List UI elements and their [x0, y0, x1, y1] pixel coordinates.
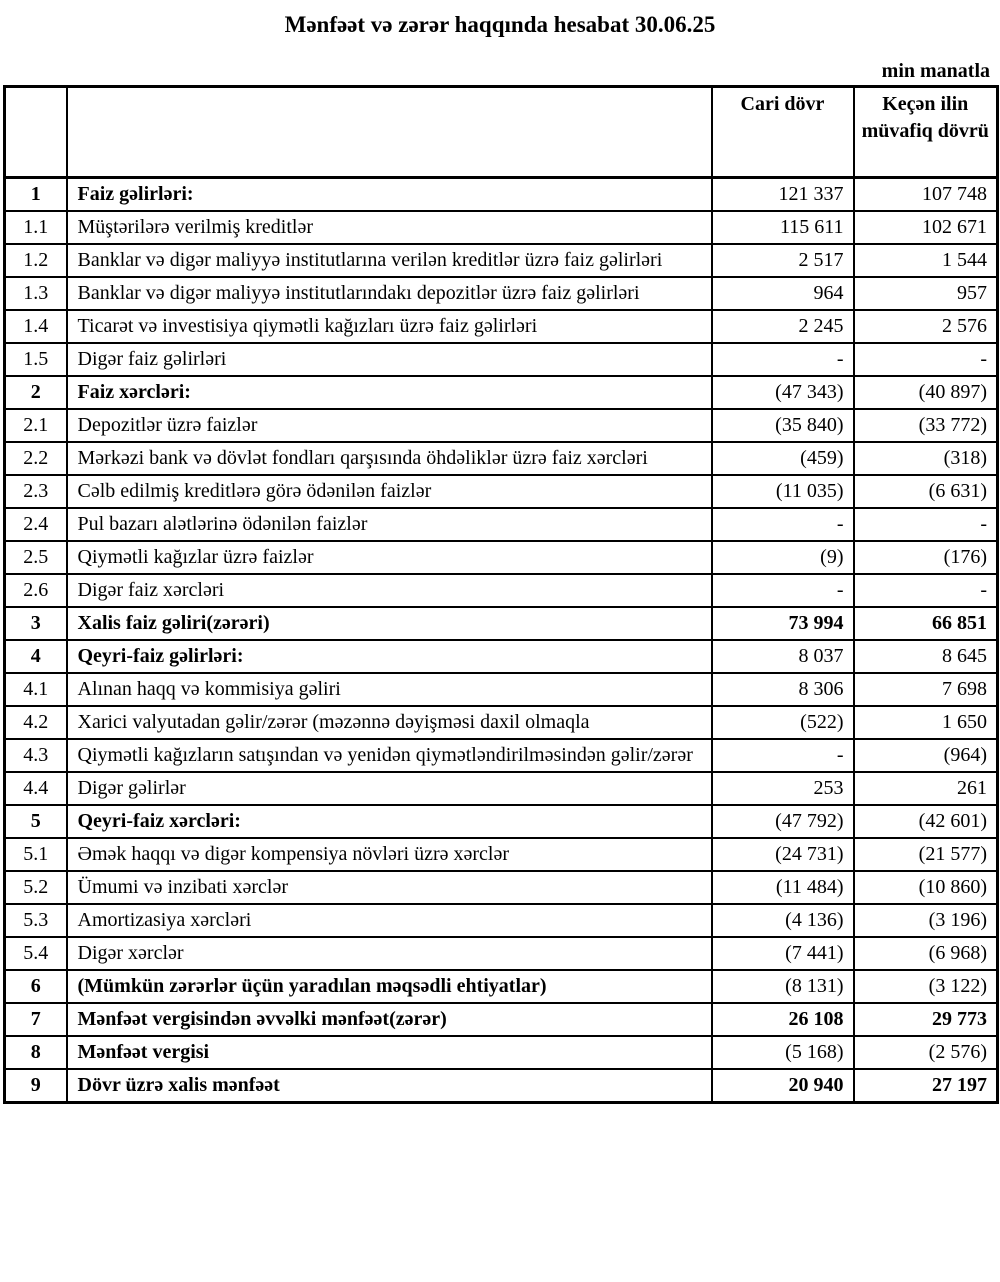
row-number-cell: 8	[5, 1036, 67, 1069]
current-value-cell: -	[712, 739, 854, 772]
current-value-cell: (7 441)	[712, 937, 854, 970]
current-value-cell: (8 131)	[712, 970, 854, 1003]
table-row	[5, 244, 998, 277]
row-number-cell: 1.2	[5, 244, 67, 277]
table-row	[5, 1036, 998, 1069]
table-header-row	[5, 87, 998, 178]
table-row	[5, 343, 998, 376]
row-label-cell: Qeyri-faiz xərcləri:	[67, 805, 712, 838]
row-label-cell: Xarici valyutadan gəlir/zərər (məzənnə dəyişməsi daxil olmaqla	[67, 706, 712, 739]
current-value-cell: 8 037	[712, 640, 854, 673]
table-row	[5, 442, 998, 475]
table-row	[5, 838, 998, 871]
previous-value-cell: -	[854, 574, 998, 607]
previous-value-cell: 27 197	[854, 1069, 998, 1103]
previous-value-cell: (3 122)	[854, 970, 998, 1003]
current-value-cell: (5 168)	[712, 1036, 854, 1069]
row-label-cell: Digər faiz gəlirləri	[67, 343, 712, 376]
table-row	[5, 970, 998, 1003]
row-number-cell: 2.1	[5, 409, 67, 442]
current-value-cell: (4 136)	[712, 904, 854, 937]
previous-value-cell: (10 860)	[854, 871, 998, 904]
previous-value-cell: (42 601)	[854, 805, 998, 838]
table-row	[5, 805, 998, 838]
row-label-cell: Ticarət və investisiya qiymətli kağızları üzrə faiz gəlirləri	[67, 310, 712, 343]
row-label-cell: Digər gəlirlər	[67, 772, 712, 805]
current-value-cell: (35 840)	[712, 409, 854, 442]
previous-value-cell: (21 577)	[854, 838, 998, 871]
table-row	[5, 706, 998, 739]
row-number-cell: 1.1	[5, 211, 67, 244]
previous-value-cell: 1 544	[854, 244, 998, 277]
row-number-cell: 6	[5, 970, 67, 1003]
row-label-cell: Qiymətli kağızlar üzrə faizlər	[67, 541, 712, 574]
row-number-cell: 9	[5, 1069, 67, 1103]
current-value-cell: (47 343)	[712, 376, 854, 409]
report-table-body	[5, 178, 998, 1103]
previous-value-cell: (964)	[854, 739, 998, 772]
previous-value-cell: (176)	[854, 541, 998, 574]
previous-value-cell: 29 773	[854, 1003, 998, 1036]
previous-value-cell: (2 576)	[854, 1036, 998, 1069]
report-table	[3, 85, 999, 1104]
table-row	[5, 937, 998, 970]
table-row	[5, 1069, 998, 1103]
page-title: Mənfəət və zərər haqqında hesabat 30.06.25	[284, 12, 716, 37]
previous-value-cell: -	[854, 343, 998, 376]
row-number-cell: 1	[5, 178, 67, 212]
row-label-cell: Mərkəzi bank və dövlət fondları qarşısında öhdəliklər üzrə faiz xərcləri	[67, 442, 712, 475]
table-row	[5, 475, 998, 508]
row-number-cell: 2.3	[5, 475, 67, 508]
row-label-cell: Mənfəət vergisi	[67, 1036, 712, 1069]
current-value-cell: -	[712, 343, 854, 376]
row-label-cell: (Mümkün zərərlər üçün yaradılan məqsədli ehtiyatlar)	[67, 970, 712, 1003]
row-number-cell: 4.4	[5, 772, 67, 805]
row-label-cell: Banklar və digər maliyyə institutlarına verilən kreditlər üzrə faiz gəlirləri	[67, 244, 712, 277]
current-value-cell: (522)	[712, 706, 854, 739]
row-label-cell: Müştərilərə verilmiş kreditlər	[67, 211, 712, 244]
previous-value-cell: (40 897)	[854, 376, 998, 409]
previous-value-cell: 261	[854, 772, 998, 805]
current-value-cell: (9)	[712, 541, 854, 574]
current-value-cell: (11 484)	[712, 871, 854, 904]
row-number-cell: 5	[5, 805, 67, 838]
current-value-cell: 2 245	[712, 310, 854, 343]
current-value-cell: (47 792)	[712, 805, 854, 838]
row-number-cell: 2.5	[5, 541, 67, 574]
current-value-cell: 2 517	[712, 244, 854, 277]
table-row	[5, 277, 998, 310]
row-label-cell: Depozitlər üzrə faizlər	[67, 409, 712, 442]
table-row	[5, 739, 998, 772]
current-value-cell: 73 994	[712, 607, 854, 640]
row-label-cell: Cəlb edilmiş kreditlərə görə ödənilən faizlər	[67, 475, 712, 508]
row-number-cell: 4.3	[5, 739, 67, 772]
row-label-cell: Xalis faiz gəliri(zərəri)	[67, 607, 712, 640]
row-number-cell: 2.2	[5, 442, 67, 475]
table-row	[5, 310, 998, 343]
unit-note: min manatla	[881, 60, 990, 82]
current-value-cell: (459)	[712, 442, 854, 475]
table-row	[5, 772, 998, 805]
previous-value-cell: 2 576	[854, 310, 998, 343]
row-label-cell: Faiz gəlirləri:	[67, 178, 712, 212]
current-value-cell: 115 611	[712, 211, 854, 244]
row-number-cell: 1.5	[5, 343, 67, 376]
header-col-description	[67, 87, 712, 178]
row-label-cell: Qiymətli kağızların satışından və yenidən qiymətləndirilməsindən gəlir/zərər	[67, 739, 712, 772]
current-value-cell: -	[712, 574, 854, 607]
previous-value-cell: 7 698	[854, 673, 998, 706]
previous-value-cell: 957	[854, 277, 998, 310]
row-label-cell: Qeyri-faiz gəlirləri:	[67, 640, 712, 673]
table-row	[5, 574, 998, 607]
row-number-cell: 5.3	[5, 904, 67, 937]
row-number-cell: 5.4	[5, 937, 67, 970]
table-row	[5, 508, 998, 541]
table-row	[5, 607, 998, 640]
row-number-cell: 2.6	[5, 574, 67, 607]
row-number-cell: 4.2	[5, 706, 67, 739]
previous-value-cell: 107 748	[854, 178, 998, 212]
table-row	[5, 541, 998, 574]
previous-value-cell: 102 671	[854, 211, 998, 244]
table-row	[5, 178, 998, 212]
current-value-cell: 8 306	[712, 673, 854, 706]
row-label-cell: Alınan haqq və kommisiya gəliri	[67, 673, 712, 706]
row-number-cell: 3	[5, 607, 67, 640]
previous-value-cell: (6 968)	[854, 937, 998, 970]
current-value-cell: (11 035)	[712, 475, 854, 508]
row-label-cell: Pul bazarı alətlərinə ödənilən faizlər	[67, 508, 712, 541]
current-value-cell: 20 940	[712, 1069, 854, 1103]
row-label-cell: Digər xərclər	[67, 937, 712, 970]
header-col-number	[5, 87, 67, 178]
previous-value-cell: -	[854, 508, 998, 541]
previous-value-cell: (33 772)	[854, 409, 998, 442]
row-label-cell: Mənfəət vergisindən əvvəlki mənfəət(zərər)	[67, 1003, 712, 1036]
current-value-cell: 121 337	[712, 178, 854, 212]
row-number-cell: 7	[5, 1003, 67, 1036]
current-value-cell: -	[712, 508, 854, 541]
table-row	[5, 871, 998, 904]
previous-value-cell: 1 650	[854, 706, 998, 739]
table-row	[5, 673, 998, 706]
current-value-cell: 253	[712, 772, 854, 805]
previous-value-cell: 8 645	[854, 640, 998, 673]
row-label-cell: Ümumi və inzibati xərclər	[67, 871, 712, 904]
current-value-cell: 26 108	[712, 1003, 854, 1036]
row-number-cell: 2	[5, 376, 67, 409]
table-row	[5, 376, 998, 409]
previous-value-cell: 66 851	[854, 607, 998, 640]
table-row	[5, 211, 998, 244]
current-value-cell: 964	[712, 277, 854, 310]
row-number-cell: 2.4	[5, 508, 67, 541]
row-number-cell: 5.2	[5, 871, 67, 904]
header-col-current-period: Cari dövr	[712, 87, 854, 178]
row-number-cell: 4	[5, 640, 67, 673]
table-row	[5, 1003, 998, 1036]
row-number-cell: 1.4	[5, 310, 67, 343]
current-value-cell: (24 731)	[712, 838, 854, 871]
row-number-cell: 1.3	[5, 277, 67, 310]
row-label-cell: Dövr üzrə xalis mənfəət	[67, 1069, 712, 1103]
previous-value-cell: (6 631)	[854, 475, 998, 508]
row-label-cell: Əmək haqqı və digər kompensiya növləri üzrə xərclər	[67, 838, 712, 871]
report-table-container	[3, 59, 996, 1104]
header-col-previous-period: Keçən ilin müvafiq dövrü	[854, 87, 998, 178]
row-label-cell: Banklar və digər maliyyə institutlarındakı depozitlər üzrə faiz gəlirləri	[67, 277, 712, 310]
table-row	[5, 409, 998, 442]
previous-value-cell: (3 196)	[854, 904, 998, 937]
row-number-cell: 4.1	[5, 673, 67, 706]
row-number-cell: 5.1	[5, 838, 67, 871]
row-label-cell: Amortizasiya xərcləri	[67, 904, 712, 937]
previous-value-cell: (318)	[854, 442, 998, 475]
table-row	[5, 904, 998, 937]
row-label-cell: Digər faiz xərcləri	[67, 574, 712, 607]
table-row	[5, 640, 998, 673]
row-label-cell: Faiz xərcləri:	[67, 376, 712, 409]
